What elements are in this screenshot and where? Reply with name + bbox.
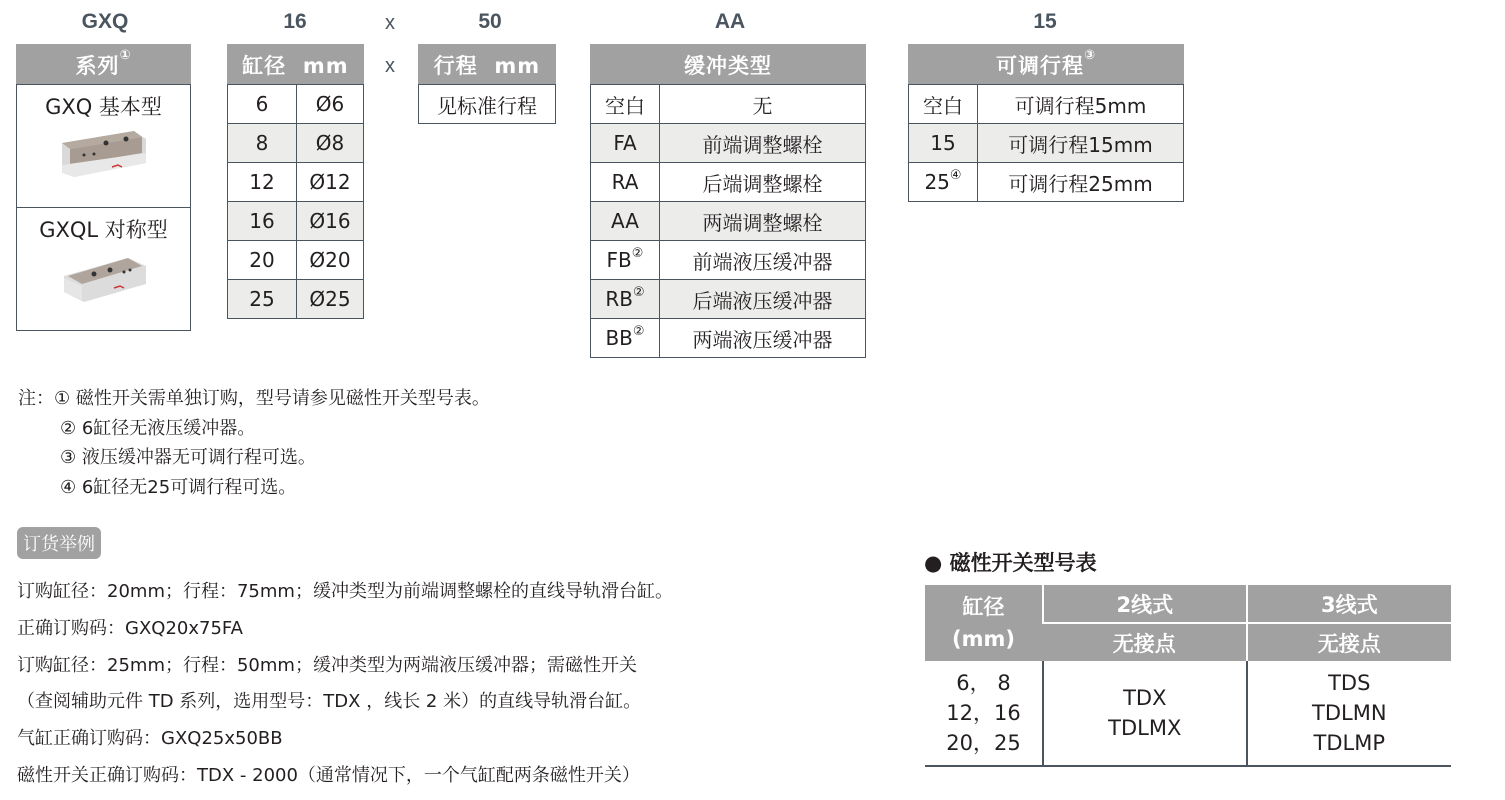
bore-header: 缸径 mm: [228, 45, 364, 85]
bore-diameter: Ø6: [297, 85, 364, 124]
note-item: ① 磁性开关需单独订购，型号请参见磁性开关型号表。: [54, 388, 490, 409]
table-separator: x: [385, 55, 395, 77]
bore-diameter: Ø8: [297, 124, 364, 163]
code-cushion: AA: [714, 10, 746, 33]
bore-value: 8: [228, 124, 297, 163]
bore-value: 20: [228, 241, 297, 280]
gxq-cylinder-image: [54, 125, 154, 185]
mag-header-bore: 缸径 (mm): [925, 585, 1043, 661]
series-label: GXQL 对称型: [39, 218, 168, 242]
cushion-desc: 后端调整螺栓: [660, 163, 866, 202]
series-table: [16, 44, 191, 331]
cushion-code: BB②: [591, 319, 660, 358]
stroke-value: 见标准行程: [419, 85, 556, 124]
adjust-desc: 可调行程15mm: [978, 124, 1184, 163]
adjust-header: 可调行程③: [909, 45, 1184, 85]
series-row-basic: [17, 85, 191, 208]
code-separator: x: [385, 12, 395, 34]
cushion-code: RA: [591, 163, 660, 202]
bore-diameter: Ø12: [297, 163, 364, 202]
cushion-desc: 前端调整螺栓: [660, 124, 866, 163]
adjust-code: 空白: [909, 85, 978, 124]
stroke-table: [418, 44, 556, 124]
order-example-badge: 订货举例: [17, 527, 101, 559]
bore-diameter: Ø25: [297, 280, 364, 319]
cushion-desc: 两端调整螺栓: [660, 202, 866, 241]
notes-prefix: 注：: [18, 388, 54, 409]
mag-2wire-models: TDX TDLMX: [1043, 661, 1247, 766]
bore-value: 25: [228, 280, 297, 319]
bore-value: 6: [228, 85, 297, 124]
order-example: [17, 574, 673, 795]
example-line: 气缸正确订购码：GXQ25x50BB: [17, 728, 283, 750]
adjust-code: 25④: [909, 163, 978, 202]
gxql-cylinder-image: [54, 248, 154, 308]
cushion-table: [590, 44, 866, 358]
cushion-code: RB②: [591, 280, 660, 319]
adjust-code: 15: [909, 124, 978, 163]
bore-diameter: Ø16: [297, 202, 364, 241]
code-adjust: 15: [1033, 10, 1057, 33]
bore-diameter: Ø20: [297, 241, 364, 280]
cushion-code: FB②: [591, 241, 660, 280]
code-bore: 16: [283, 10, 307, 33]
note-item: ③ 液压缓冲器无可调行程可选。: [60, 447, 316, 468]
example-line: 订购缸径：20mm；行程：75mm；缓冲类型为前端调整螺栓的直线导轨滑台缸。: [17, 581, 673, 602]
adjust-desc: 可调行程25mm: [978, 163, 1184, 202]
mag-subheader-2wire: 无接点: [1043, 623, 1247, 661]
code-series: GXQ: [81, 10, 129, 33]
mag-3wire-models: TDS TDLMN TDLMP: [1247, 661, 1451, 766]
mag-bores: 6， 8 12，16 20，25: [925, 661, 1043, 766]
cushion-desc: 前端液压缓冲器: [660, 241, 866, 280]
stroke-header: 行程 mm: [419, 45, 556, 85]
cushion-header: 缓冲类型: [591, 45, 866, 85]
example-line: 正确订购码：GXQ20x75FA: [17, 617, 243, 639]
series-label: GXQ 基本型: [45, 95, 162, 119]
cushion-desc: 无: [660, 85, 866, 124]
magnetic-table-title: ● 磁性开关型号表: [924, 551, 1097, 575]
mag-subheader-3wire: 无接点: [1247, 623, 1451, 661]
bore-value: 16: [228, 202, 297, 241]
cushion-code: AA: [591, 202, 660, 241]
example-line: 订购缸径：25mm；行程：50mm；缓冲类型为两端液压缓冲器；需磁性开关: [17, 654, 637, 676]
series-row-symmetric: [17, 208, 191, 331]
cushion-code: 空白: [591, 85, 660, 124]
example-line: 磁性开关正确订购码：TDX - 2000（通常情况下，一个气缸配两条磁性开关）: [17, 764, 640, 786]
notes: [18, 384, 490, 502]
code-stroke: 50: [478, 10, 502, 33]
adjust-desc: 可调行程5mm: [978, 85, 1184, 124]
example-line: （查阅辅助元件 TD 系列，选用型号：TDX ，线长 2 米）的直线导轨滑台缸。: [17, 691, 642, 713]
cushion-desc: 两端液压缓冲器: [660, 319, 866, 358]
note-item: ④ 6缸径无25可调行程可选。: [60, 476, 297, 498]
note-item: ② 6缸径无液压缓冲器。: [60, 417, 256, 439]
cushion-desc: 后端液压缓冲器: [660, 280, 866, 319]
mag-header-3wire: 3线式: [1247, 585, 1451, 623]
adjust-table: [908, 44, 1184, 202]
mag-header-2wire: 2线式: [1043, 585, 1247, 623]
cushion-code: FA: [591, 124, 660, 163]
magnetic-switch-table: [925, 585, 1451, 767]
bore-table: [227, 44, 364, 319]
bore-value: 12: [228, 163, 297, 202]
series-header: 系列①: [17, 45, 191, 85]
